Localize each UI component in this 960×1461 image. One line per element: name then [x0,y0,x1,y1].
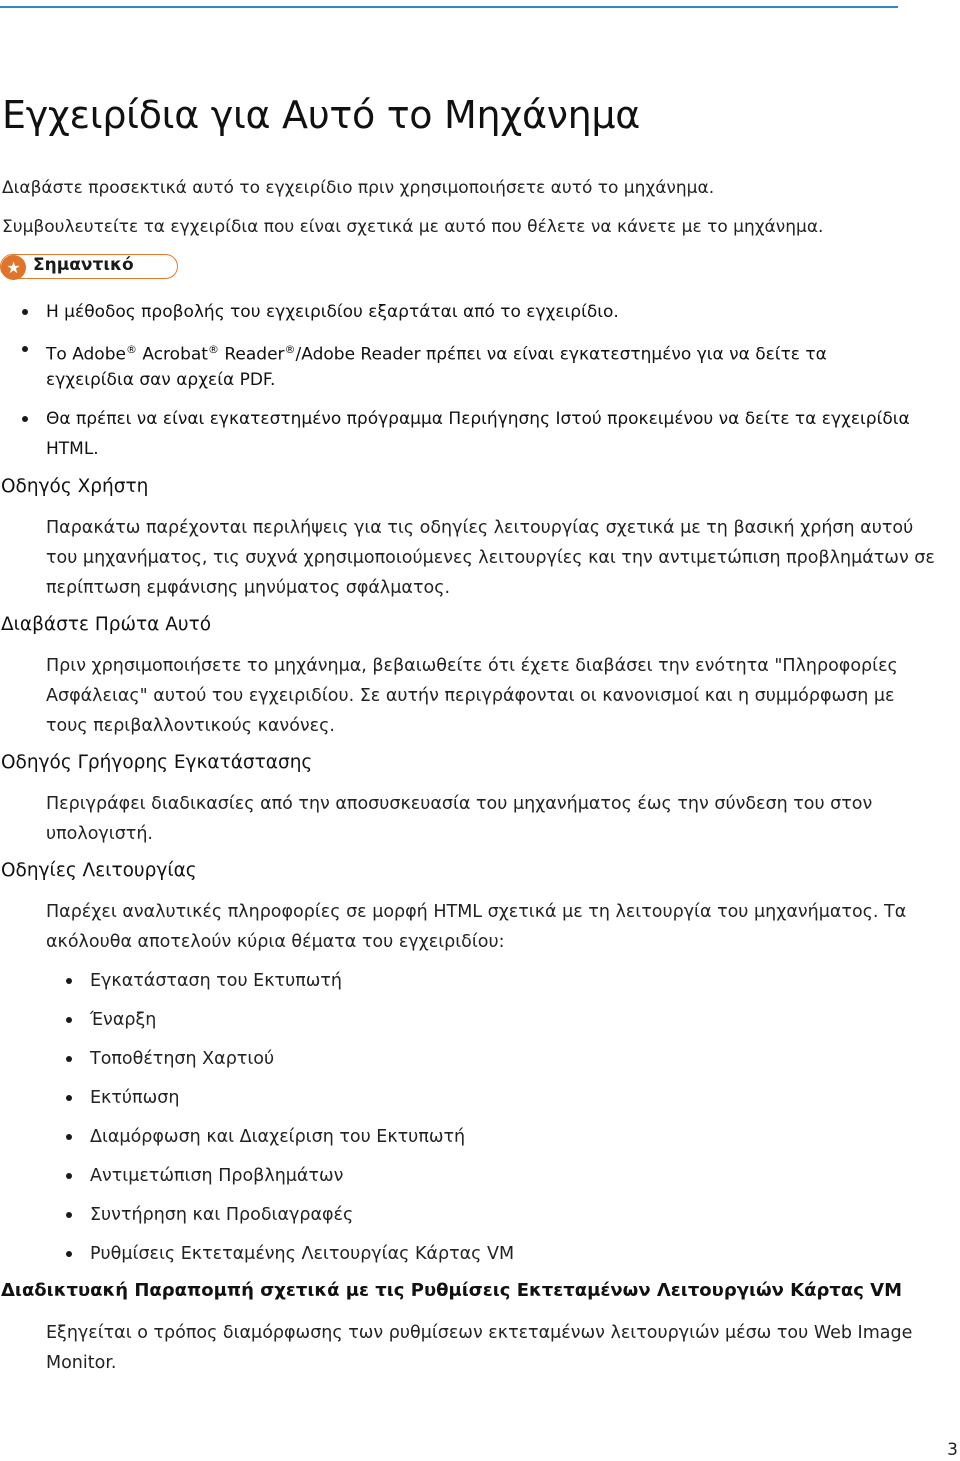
bullet-dot [66,1134,72,1140]
list-item: Εκτύπωση [90,1088,180,1108]
list-item: Συντήρηση και Προδιαγραφές [90,1205,354,1225]
section-heading-quick-install: Οδηγός Γρήγορης Εγκατάστασης [1,752,313,773]
important-bullet-2: Το Adobe® Acrobat® Reader®/Adobe Reader πρέπει να είναι εγκατεστημένο για να δείτε τα [46,343,827,365]
bullet-dot [66,1212,72,1218]
section-heading-user-guide: Οδηγός Χρήστη [1,476,149,497]
bullet-dot [66,1251,72,1257]
list-item: Αντιμετώπιση Προβλημάτων [90,1166,344,1186]
bullet-dot [22,416,28,422]
important-bullet-3: Θα πρέπει να είναι εγκατεστημένο πρόγραμμα Περιήγησης Ιστού προκειμένου να δείτε τα εγχειρίδια [46,409,910,429]
star-icon: ★ [1,255,26,280]
bullet-dot [22,309,28,315]
page-title: Εγχειρίδια για Αυτό το Μηχάνημα [2,93,641,137]
section-heading-online-reference: Διαδικτυακή Παραπομπή σχετικά με τις Ρυθμίσεις Εκτεταμένων Λειτουργιών Κάρτας VM [1,1280,902,1301]
list-item: Έναρξη [90,1010,157,1030]
list-item: Εγκατάσταση του Εκτυπωτή [90,971,343,991]
important-bullet-1: Η μέθοδος προβολής του εγχειριδίου εξαρτάται από το εγχειρίδιο. [46,302,619,322]
section-text: περίπτωση εμφάνισης μηνύματος σφάλματος. [46,578,451,598]
bullet-dot [22,346,28,352]
section-text: Παρέχει αναλυτικές πληροφορίες σε μορφή HTML σχετικά με τη λειτουργία του μηχανήματος. Τα [46,902,907,922]
list-item: Τοποθέτηση Χαρτιού [90,1049,275,1069]
section-heading-read-first: Διαβάστε Πρώτα Αυτό [1,614,212,635]
bullet-dot [66,1017,72,1023]
section-text: Εξηγείται ο τρόπος διαμόρφωσης των ρυθμίσεων εκτεταμένων λειτουργιών μέσω του Web Image [46,1323,913,1343]
section-text: υπολογιστή. [46,824,153,844]
section-text: ακόλουθα αποτελούν κύρια θέματα του εγχειριδίου: [46,932,505,952]
list-item: Ρυθμίσεις Εκτεταμένης Λειτουργίας Κάρτας VM [90,1244,515,1264]
important-bullet-2-cont: εγχειρίδια σαν αρχεία PDF. [46,370,276,390]
bullet-dot [66,1095,72,1101]
section-text: Περιγράφει διαδικασίες από την αποσυσκευασία του μηχανήματος έως την σύνδεση του στον [46,794,873,814]
section-text: του μηχανήματος, τις συχνά χρησιμοποιούμενες λειτουργίες και την αντιμετώπιση προβλημάτων σε [46,548,935,568]
section-text: Monitor. [46,1353,117,1373]
list-item: Διαμόρφωση και Διαχείριση του Εκτυπωτή [90,1127,466,1147]
section-text: Πριν χρησιμοποιήσετε το μηχάνημα, βεβαιωθείτε ότι έχετε διαβάσει την ενότητα "Πληροφορίες [46,656,898,676]
section-heading-operating-instructions: Οδηγίες Λειτουργίας [1,860,197,881]
bullet-dot [66,978,72,984]
bullet-dot [66,1056,72,1062]
bullet-dot [66,1173,72,1179]
section-text: Ασφάλειας" αυτού του εγχειριδίου. Σε αυτήν περιγράφονται οι κανονισμοί και η συμμόρφωση με [46,686,895,706]
section-text: Παρακάτω παρέχονται περιλήψεις για τις οδηγίες λειτουργίας σχετικά με τη βασική χρήση αυτού [46,518,914,538]
page-number: 3 [947,1440,958,1460]
important-label: Σημαντικό [33,255,134,275]
section-text: τους περιβαλλοντικούς κανόνες. [46,716,335,736]
important-bullet-3-cont: HTML. [46,439,99,459]
intro-line-1: Διαβάστε προσεκτικά αυτό το εγχειρίδιο πριν χρησιμοποιήσετε αυτό το μηχάνημα. [2,178,715,198]
intro-line-2: Συμβουλευτείτε τα εγχειρίδια που είναι σχετικά με αυτό που θέλετε να κάνετε με το μηχάνημα. [2,217,824,237]
header-rule [0,6,898,8]
